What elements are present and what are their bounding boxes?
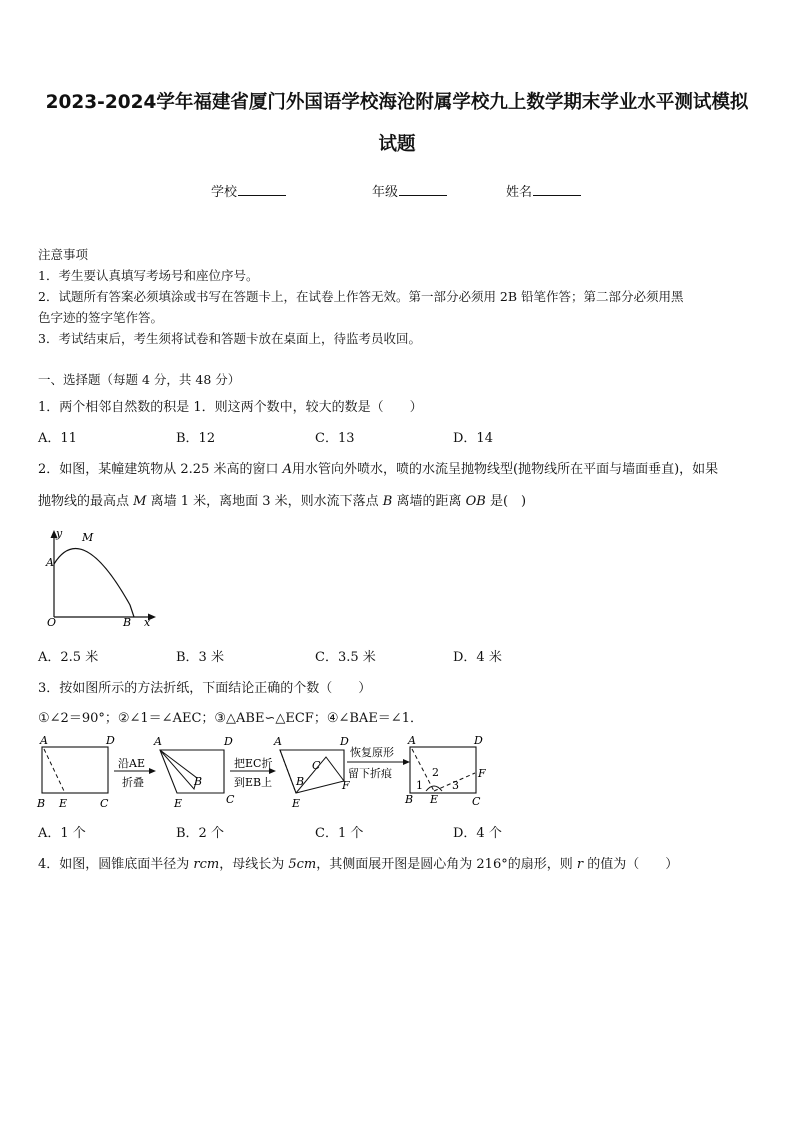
svg-text:C: C (312, 759, 321, 772)
notice-item: 3．考试结束后，考生须将试卷和答题卡放在桌面上，待监考员收回。 (38, 331, 421, 346)
svg-text:E: E (174, 797, 183, 810)
step1-label2: 折叠 (122, 776, 144, 789)
svg-text:B: B (194, 775, 203, 788)
svg-text:A: A (274, 735, 282, 748)
svg-text:D: D (106, 734, 115, 747)
name-label: 姓名 (506, 185, 533, 200)
section-heading: 一、选择题（每题 4 分，共 48 分） (38, 372, 241, 387)
question-2-line1: 2．如图，某幢建筑物从 2.25 米高的窗口 A用水管向外喷水，喷的水流呈抛物线型(抛物线所在平面与墙面垂直)，如果 (38, 462, 719, 477)
notice-item: 色字迹的签字笔作答。 (38, 310, 164, 325)
svg-text:E: E (59, 797, 68, 810)
q2-option-d[interactable]: D．4 米 (453, 650, 502, 665)
q1-option-b[interactable]: B．12 (176, 431, 216, 446)
name-field (506, 181, 581, 200)
y-label: y (56, 527, 63, 540)
angle-1: 1 (416, 779, 423, 792)
notice-item: 2．试题所有答案必须填涂或书写在答题卡上，在试卷上作答无效。第一部分必须用 2B 铅笔作答；第二部分必须用黑 (38, 289, 684, 304)
svg-text:B: B (37, 797, 46, 810)
angle-3: 3 (452, 779, 459, 792)
svg-text:C: C (472, 795, 481, 808)
q2-option-a[interactable]: A．2.5 米 (38, 650, 99, 665)
step2-label2: 到EB上 (234, 776, 273, 789)
step3-label2: 留下折痕 (348, 767, 392, 780)
school-blank[interactable] (238, 183, 286, 196)
question-3-conclusions: ①∠2＝90°；②∠1＝∠AEC；③△ABE∽△ECF；④∠BAE＝∠1． (38, 711, 423, 726)
svg-text:E: E (292, 797, 301, 810)
step2-label: 把EC折 (234, 757, 273, 770)
step3-label: 恢复原形 (350, 746, 394, 759)
q2-option-c[interactable]: C．3.5 米 (315, 650, 376, 665)
grade-field (372, 181, 447, 200)
question-2-line2: 抛物线的最高点 M 离墙 1 米，离地面 3 米，则水流下落点 B 离墙的距离 OB 是( ) (38, 494, 527, 509)
q3-option-a[interactable]: A．1 个 (38, 826, 86, 841)
svg-text:F: F (342, 779, 350, 792)
point-a: A (46, 556, 54, 569)
q1-option-a[interactable]: A．11 (38, 431, 77, 446)
question-3-stem: 3．按如图所示的方法折纸，下面结论正确的个数（ ） (38, 681, 372, 696)
angle-2: 2 (432, 766, 439, 779)
point-b: B (123, 616, 132, 629)
origin-o: O (47, 616, 57, 629)
name-blank[interactable] (533, 183, 581, 196)
step1-fold-line (44, 749, 64, 791)
svg-text:D: D (474, 734, 483, 747)
svg-text:B: B (405, 793, 414, 806)
svg-text:D: D (340, 735, 349, 748)
q3-option-b[interactable]: B．2 个 (176, 826, 224, 841)
svg-text:C: C (100, 797, 109, 810)
question-1-stem: 1．两个相邻自然数的积是 1．则这两个数中，较大的数是（ ） (38, 400, 423, 415)
grade-blank[interactable] (399, 183, 447, 196)
step1-rectangle (42, 747, 108, 793)
q3-option-d[interactable]: D．4 个 (453, 826, 502, 841)
svg-text:C: C (226, 793, 235, 806)
exam-title-line1: 2023-2024学年福建省厦门外国语学校海沧附属学校九上数学期末学业水平测试模拟 (45, 92, 749, 113)
svg-text:E: E (430, 793, 439, 806)
notice-item: 1．考生要认真填写考场号和座位序号。 (38, 268, 259, 283)
svg-text:B: B (296, 775, 305, 788)
school-label: 学校 (211, 185, 238, 200)
svg-text:D: D (224, 735, 233, 748)
exam-title-line2: 试题 (378, 134, 416, 155)
q2-option-b[interactable]: B．3 米 (176, 650, 224, 665)
svg-text:A: A (408, 734, 416, 747)
paper-folding-figure (34, 733, 504, 811)
notice-heading: 注意事项 (38, 247, 89, 262)
q1-option-c[interactable]: C．13 (315, 431, 355, 446)
q1-option-d[interactable]: D．14 (453, 431, 493, 446)
water-parabola (54, 549, 134, 617)
svg-text:A: A (40, 734, 48, 747)
parabola-figure (44, 522, 166, 630)
q3-option-c[interactable]: C．1 个 (315, 826, 364, 841)
grade-label: 年级 (372, 185, 399, 200)
svg-text:A: A (154, 735, 162, 748)
step1-label: 沿AE (118, 757, 145, 770)
question-4-stem: 4．如图，圆锥底面半径为 rcm，母线长为 5cm，其侧面展开图是圆心角为 216°的扇形，则 r 的值为（ ） (38, 857, 679, 872)
svg-text:F: F (478, 767, 486, 780)
x-label: x (144, 616, 151, 629)
school-field (211, 181, 286, 200)
point-m: M (82, 531, 94, 544)
step2-fold (160, 750, 197, 789)
